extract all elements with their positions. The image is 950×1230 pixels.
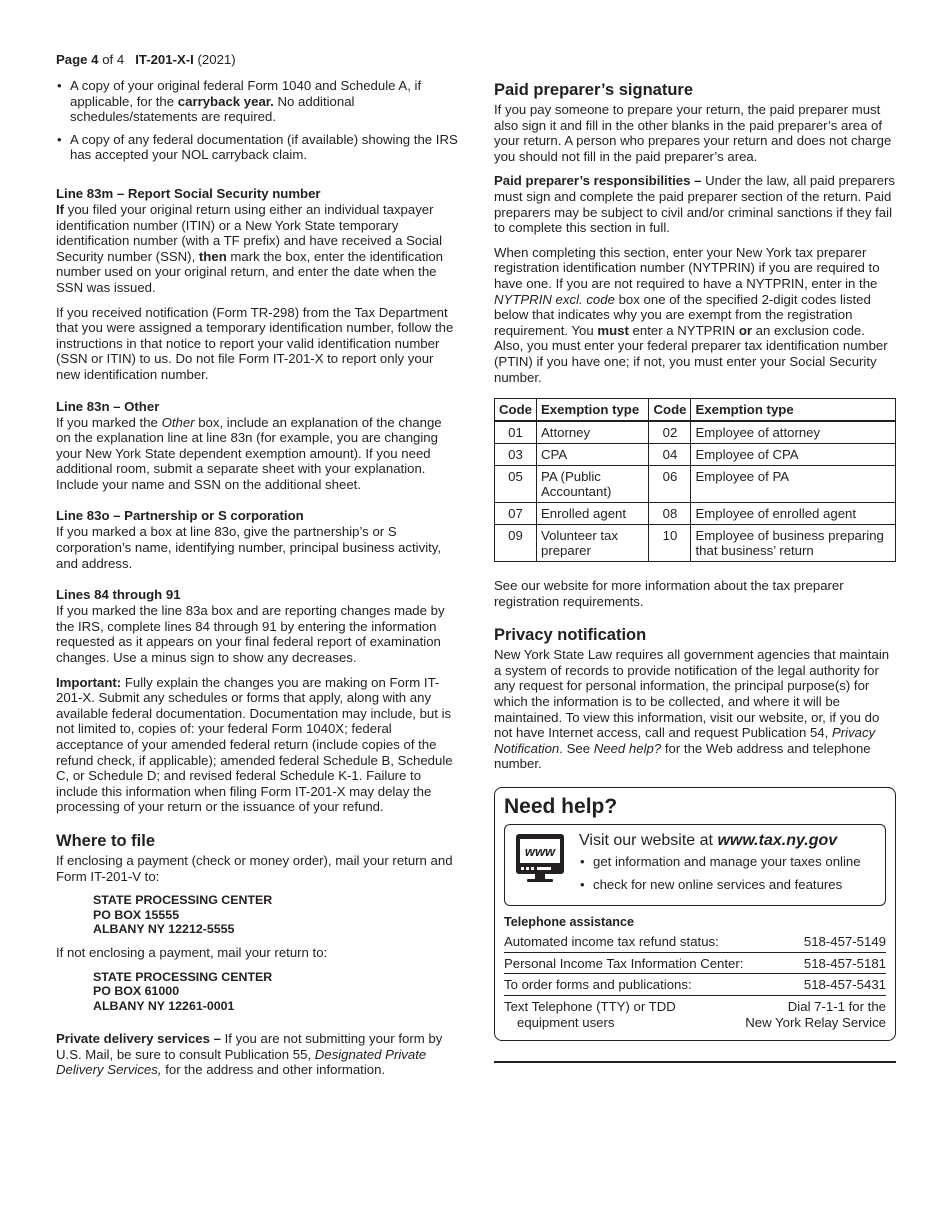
preparer-resp-para: Paid preparer’s responsibilities – Under the law, all paid preparers must sign and complete the paid preparer section of the return. Paid preparers may be subject to civil and/or criminal sanctions if they fail to complete this section in full. (494, 173, 895, 236)
preparer-para1: If you pay someone to prepare your return, the paid preparer must also sign it and fill in the other blanks in the paid preparer’s area of your return. A person who prepares your return and does not charge you should not fill in the paid preparer’s area. (494, 102, 892, 164)
need-help-box (494, 787, 896, 1041)
list-item: • check for new online services and features (579, 877, 877, 893)
website-note: See our website for more information about the tax preparer registration requirements. (494, 578, 844, 609)
line-83m-heading: Line 83m – Report Social Security number (56, 185, 321, 201)
table-header-row (495, 399, 896, 422)
lines-84-91-heading: Lines 84 through 91 (56, 587, 181, 603)
line-83n-heading: Line 83n – Other (56, 398, 160, 414)
need-help-title: Need help? (504, 795, 618, 819)
line-83o-heading: Line 83o – Partnership or S corporation (56, 508, 304, 524)
line-83o-para: If you marked a box at line 83o, give the partnership’s or S corporation’s name, identifying number, principal business activity, and address. (56, 524, 442, 571)
table-header: Code (495, 399, 537, 422)
attachment-list (56, 78, 458, 163)
website-box (504, 824, 886, 906)
privacy-para: New York State Law requires all government agencies that maintain a system of records to provide notification of the legal authority for any request for personal information, the principal purpose(s) for which the information is to be collected, and where it will be maintained. To view this information, visit our website, or, if you do not have Internet access, call and request Publication 54, Privacy Notification. See Need help? for the Web address and telephone number. (494, 647, 890, 772)
table-row: 07 Enrolled agent 08 Employee of enrolled agent (495, 503, 896, 525)
preparer-heading: Paid preparer’s signature (494, 81, 693, 99)
line-83m-para1: If you filed your original return using either an individual taxpayer identification number (ITIN) or a New York State temporary identification number (with a TF prefix) and have received a Social Security number (SSN), then mark the box, enter the identification number used on your original return, and enter the date when the SSN was issued. (56, 201, 443, 295)
visit-website-line: Visit our website at www.tax.ny.gov (579, 832, 838, 850)
preparer-para3: When completing this section, enter your New York tax preparer registration identification number (NYTPRIN) if you are required to have one. If you are not required to have a NYTPRIN, enter in the NYTPRIN excl. code box one of the specified 2-digit codes listed below that indicates why you are exempt from the registration requirement. You must enter a NYTPRIN or an exclusion code. Also, you must enter your federal preparer tax identification number (PTIN) if you have one; if not, you must enter your Social Security number. (494, 244, 888, 385)
lines-84-91-para: If you marked the line 83a box and are reporting changes made by the IRS, complete lines 84 through 91 by entering the information requested as it appears on your final federal report of examination changes. Use a minus sign to show any decreases. (56, 603, 445, 666)
table-row: 01 Attorney 02 Employee of attorney (495, 421, 896, 444)
website-features (579, 854, 877, 892)
website-link[interactable]: www.tax.ny.gov (717, 832, 838, 850)
where-to-file-heading: Where to file (56, 831, 156, 850)
list-item: • A copy of any federal documentation (if available) showing the IRS has accepted your NOL carryback claim. (56, 132, 458, 163)
important-para: Important: Fully explain the changes you are making on Form IT-201-X. Submit any schedules or forms that apply, along with any available federal documentation. Documentation may include, but is not limited to, copies of: your federal Form 1040X; federal acceptance of your amended federal return (include copies of the refund check, if applicable); amended federal Schedule B, Schedule C, or Schedule D; and revised federal Schedule K-1. Failure to include this information when filing Form IT-201-X may delay the processing of your return or the issuance of your refund. (56, 674, 453, 815)
list-item: • get information and manage your taxes online (579, 854, 877, 870)
page-of: of 4 (102, 52, 125, 67)
where-to-file-para1: If enclosing a payment (check or money order), mail your return and Form IT-201-V to: (56, 852, 453, 884)
table-row: 03 CPA 04 Employee of CPA (495, 444, 896, 466)
line-83n-para: If you marked the Other box, include an explanation of the change on the explanation line at line 83n (for example, you are changing your New York State dependent exemption amount). If you need additional room, submit a separate sheet with your explanation. Include your name and SSN on the additional sheet. (56, 414, 442, 492)
no-payment-address: STATE PROCESSING CENTER PO BOX 61000 ALBANY NY 12261-0001 (93, 969, 273, 1013)
payment-address: STATE PROCESSING CENTER PO BOX 15555 ALBANY NY 12212-5555 (93, 893, 273, 936)
table-row: 05 PA (Public Accountant) 06 Employee of PA (495, 466, 896, 503)
phone-row: Personal Income Tax Information Center: 518-457-5181 (504, 953, 886, 975)
table-header: Exemption type (691, 399, 896, 422)
form-id: IT-201-X-I (135, 52, 194, 67)
computer-icon (513, 831, 571, 899)
page-header (56, 52, 458, 68)
footer-rule (494, 1061, 896, 1063)
right-column (494, 80, 896, 1041)
privacy-heading: Privacy notification (494, 626, 647, 645)
where-to-file-para2: If not enclosing a payment, mail your return to: (56, 945, 328, 961)
svg-text:www: www (524, 844, 556, 860)
page-number: Page 4 (56, 52, 99, 67)
private-delivery-para: Private delivery services – If you are not submitting your form by U.S. Mail, be sure to consult Publication 55, Designated Private Delivery Services, for the address and other information. (56, 1031, 443, 1078)
form-year: (2021) (197, 52, 236, 67)
list-item: • A copy of your original federal Form 1040 and Schedule A, if applicable, for the carryback year. No additional schedules/statements are required. (56, 78, 458, 125)
left-column (56, 52, 458, 1078)
phone-row: To order forms and publications: 518-457-5431 (504, 974, 886, 996)
phone-row: Automated income tax refund status: 518-457-5149 (504, 931, 886, 953)
table-row: 09 Volunteer tax preparer 10 Employee of business preparing that business’ return (495, 525, 896, 562)
tty-row: Text Telephone (TTY) or TDD equipment users Dial 7-1-1 for the New York Relay Service (504, 999, 886, 1030)
table-header: Exemption type (537, 399, 649, 422)
exemption-code-table (494, 398, 896, 562)
telephone-heading: Telephone assistance (504, 915, 634, 930)
line-83m-para2: If you received notification (Form TR-298) from the Tax Department that you were assigned a temporary identification number, follow the instructions in that notice to report your valid identification number (SSN or ITIN) to us. Do not file Form IT-201-X to report only your new identification number. (56, 304, 454, 382)
table-header: Code (649, 399, 691, 422)
